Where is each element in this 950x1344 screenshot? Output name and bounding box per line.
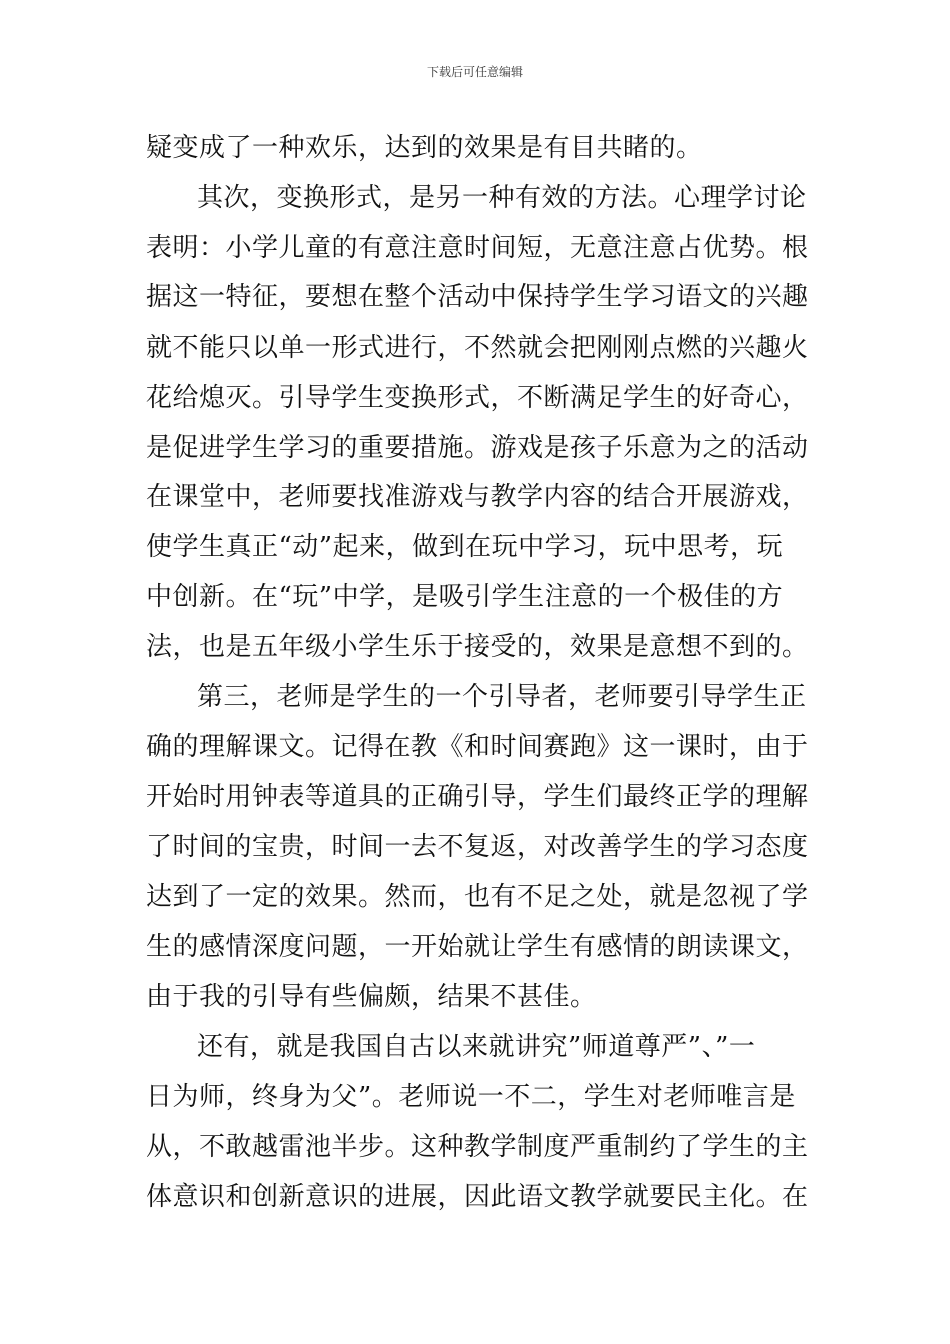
text-line: 就不能只以单一形式进行，不然就会把刚刚点燃的兴趣火 (146, 333, 809, 363)
text-line: 疑变成了一种欢乐，达到的效果是有目共睹的。 (146, 133, 703, 163)
paragraph-start-line: 第三，老师是学生的一个引导者，老师要引导学生正 (197, 682, 807, 712)
text-line: 花给熄灭。引导学生变换形式，不断满足学生的好奇心， (146, 383, 809, 413)
text-line: 使学生真正“动”起来，做到在玩中学习，玩中思考，玩 (146, 532, 784, 562)
text-line: 生的感情深度问题，一开始就让学生有感情的朗读课文， (146, 932, 809, 962)
text-line: 在课堂中，老师要找准游戏与教学内容的结合开展游戏， (146, 482, 809, 512)
text-line: 从，不敢越雷池半步。这种教学制度严重制约了学生的主 (146, 1132, 809, 1162)
page-header: 下载后可任意编辑 (426, 65, 523, 79)
text-line: 中创新。在“玩”中学，是吸引学生注意的一个极佳的方 (146, 582, 784, 612)
text-line: 由于我的引导有些偏颇，结果不甚佳。 (146, 982, 597, 1012)
text-line: 法，也是五年级小学生乐于接受的，效果是意想不到的。 (146, 632, 809, 662)
text-line: 表明：小学儿童的有意注意时间短，无意注意占优势。根 (146, 233, 809, 263)
text-line: 达到了一定的效果。然而，也有不足之处，就是忽视了学 (146, 882, 809, 912)
text-line: 了时间的宝贵，时间一去不复返，对改善学生的学习态度 (146, 832, 809, 862)
text-line: 体意识和创新意识的进展，因此语文教学就要民主化。在 (146, 1182, 809, 1212)
paragraph-start-line: 还有，就是我国自古以来就讲究”师道尊严”、”一 (197, 1032, 756, 1062)
text-line: 确的理解课文。记得在教《和时间赛跑》这一课时，由于 (146, 732, 809, 762)
text-line: 开始时用钟表等道具的正确引导，学生们最终正学的理解 (146, 782, 809, 812)
text-line: 是促进学生学习的重要措施。游戏是孩子乐意为之的活动 (146, 433, 809, 463)
text-line: 据这一特征，要想在整个活动中保持学生学习语文的兴趣 (146, 282, 809, 312)
text-line: 日为师，终身为父”。老师说一不二，学生对老师唯言是 (146, 1082, 796, 1112)
paragraph-start-line: 其次，变换形式，是另一种有效的方法。心理学讨论 (197, 183, 807, 213)
